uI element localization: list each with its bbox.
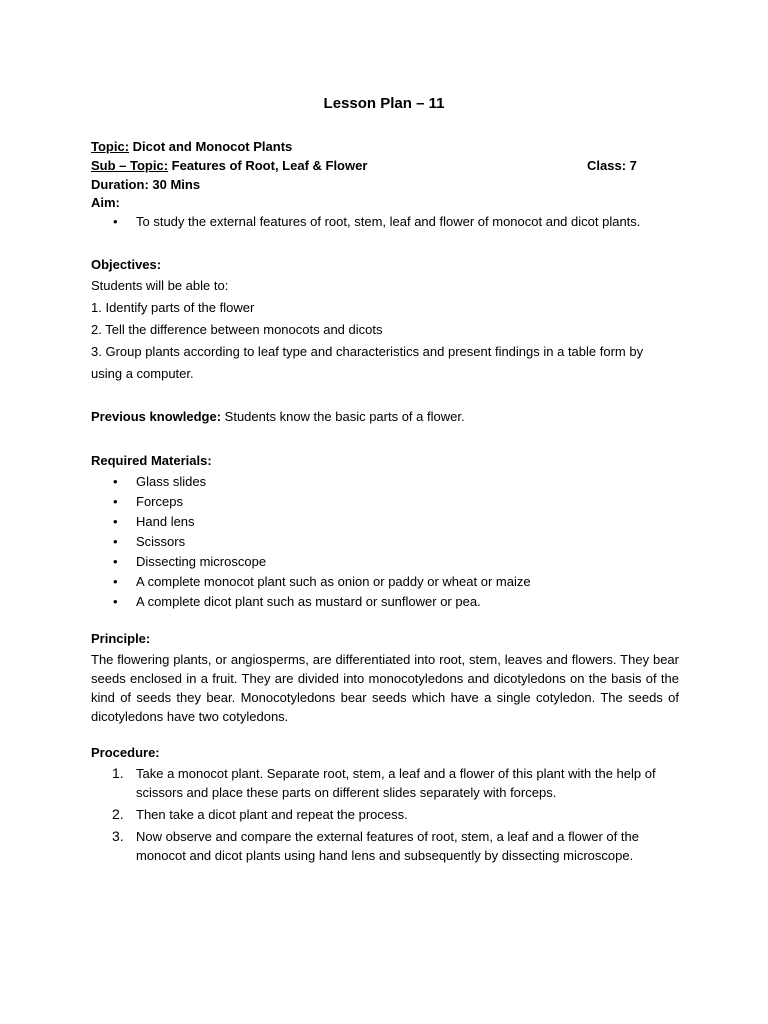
bullet-icon: • — [113, 214, 118, 229]
procedure-heading: Procedure: — [91, 745, 160, 760]
objective-item: 1. Identify parts of the flower — [91, 300, 255, 315]
principle-heading: Principle: — [91, 631, 151, 646]
bullet-icon: • — [113, 534, 118, 549]
subtopic-label: Sub – Topic: — [91, 158, 169, 173]
list-item: • Dissecting microscope — [91, 552, 531, 572]
step-number: 3. — [112, 828, 124, 844]
step-number: 1. — [112, 765, 124, 781]
bullet-icon: • — [113, 554, 118, 569]
list-item: 3. Now observe and compare the external features of root, stem, a leaf and a flower of the monocot and dicot plants using hand lens and subsequently by dissecting microscope. — [112, 828, 639, 863]
list-item: • A complete monocot plant such as onion or paddy or wheat or maize — [91, 572, 531, 592]
bullet-icon: • — [113, 474, 118, 489]
materials-list — [91, 472, 531, 612]
bullet-icon: • — [113, 494, 118, 509]
procedure-list — [91, 764, 681, 868]
objective-item: 3. Group plants according to leaf type and characteristics and present findings in a table form by — [91, 344, 644, 359]
aim-list — [91, 212, 640, 232]
previous-knowledge-line — [91, 409, 465, 424]
list-item: 1. Take a monocot plant. Separate root, stem, a leaf and a flower of this plant with the help of scissors and place these parts on different slides separately with forceps. — [112, 765, 656, 800]
previous-knowledge-label: Previous knowledge: — [91, 409, 222, 424]
previous-knowledge-text: Students know the basic parts of a flower. — [221, 409, 465, 424]
aim-heading: Aim: — [91, 195, 120, 210]
list-item: 2. Then take a dicot plant and repeat the process. — [112, 806, 408, 822]
duration-line: Duration: 30 Mins — [91, 177, 201, 192]
objective-item: using a computer. — [91, 366, 194, 381]
objectives-intro: Students will be able to: — [91, 278, 229, 293]
topic-label: Topic: — [91, 139, 130, 154]
bullet-icon: • — [113, 574, 118, 589]
page-title: Lesson Plan – 11 — [323, 95, 445, 112]
bullet-icon: • — [113, 594, 118, 609]
list-item: • A complete dicot plant such as mustard or sunflower or pea. — [91, 592, 531, 612]
list-item: • Scissors — [91, 532, 531, 552]
materials-heading: Required Materials: — [91, 453, 212, 468]
class-label: Class: 7 — [587, 158, 637, 173]
bullet-icon: • — [113, 514, 118, 529]
list-item: • To study the external features of root, stem, leaf and flower of monocot and dicot plants. — [91, 212, 640, 232]
subtopic-value: Features of Root, Leaf & Flower — [168, 158, 368, 173]
list-item: • Forceps — [91, 492, 531, 512]
objective-item: 2. Tell the difference between monocots and dicots — [91, 322, 383, 337]
list-item: • Glass slides — [91, 472, 531, 492]
step-number: 2. — [112, 806, 124, 822]
list-item: • Hand lens — [91, 512, 531, 532]
objectives-heading: Objectives: — [91, 257, 162, 272]
topic-line — [91, 139, 292, 154]
topic-value: Dicot and Monocot Plants — [129, 139, 293, 154]
subtopic-line — [91, 158, 367, 173]
principle-paragraph: The flowering plants, or angiosperms, are differentiated into root, stem, leaves and flowers. They bear seeds enclosed in a fruit. They are divided into monocotyledons and dicotyledons on the basis of the kind of seeds they bear. Monocotyledons bear seeds which have a single cotyledon. The seeds of dicotyledons have two cotyledons. — [91, 652, 679, 724]
